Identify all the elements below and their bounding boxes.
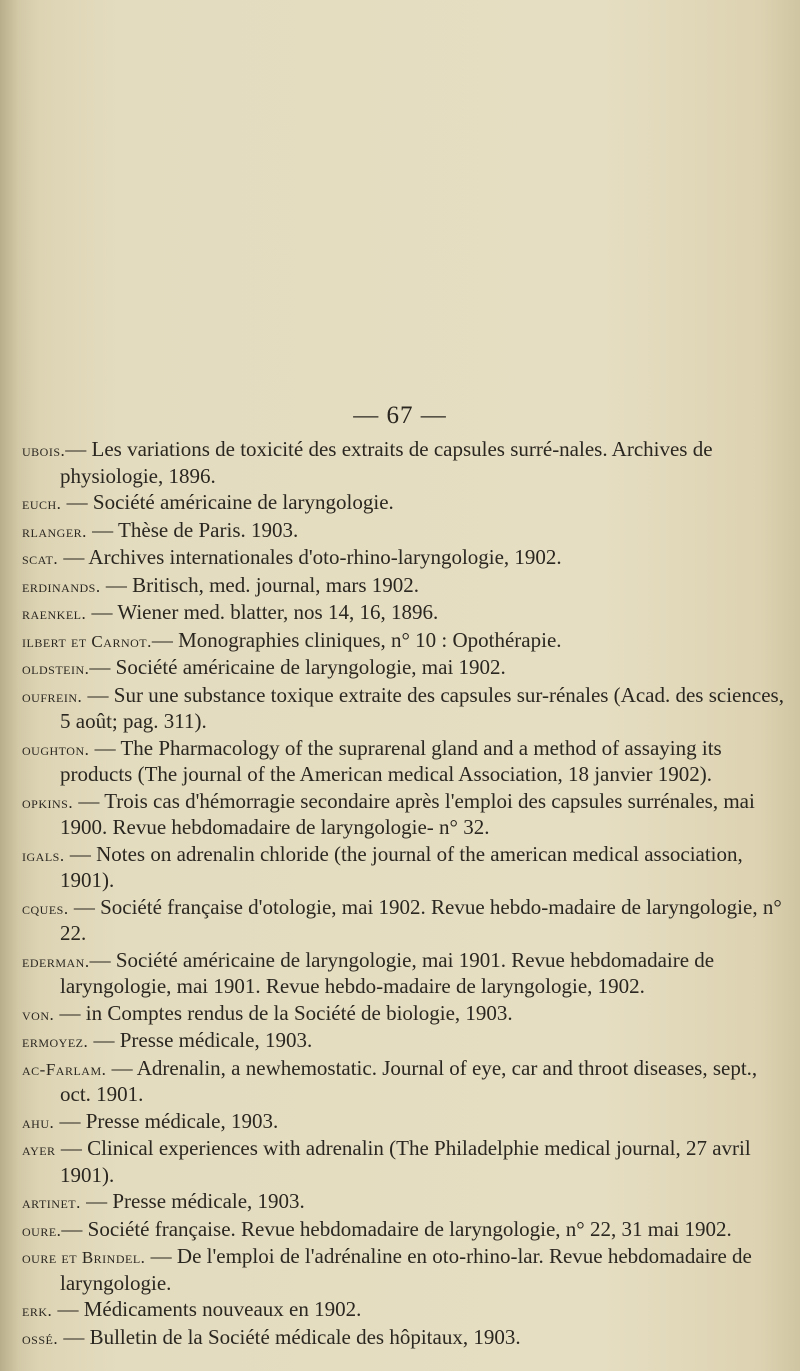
entry-author: ac-Farlam. bbox=[22, 1059, 107, 1079]
bibliography-entry bbox=[22, 1028, 792, 1055]
page-binding-shadow bbox=[0, 0, 18, 1371]
bibliography-entry bbox=[22, 655, 792, 682]
bibliography-entry bbox=[22, 1136, 792, 1188]
bibliography-entry bbox=[22, 628, 792, 655]
entry-text: — Clinical experiences with adrenalin (The Philadelphie medical journal, 27 avril 1901). bbox=[60, 1136, 751, 1187]
bibliography-entry bbox=[22, 1325, 792, 1352]
entry-author: ahu. bbox=[22, 1112, 55, 1132]
page-number: — 67 — bbox=[353, 402, 447, 429]
entry-author: euch. bbox=[22, 494, 62, 513]
bibliography-entry bbox=[22, 600, 792, 627]
entry-text: — Médicaments nouveaux en 1902. bbox=[57, 1297, 362, 1321]
entry-text: — Société américaine de laryngologie, mai 1901. Revue hebdomadaire de laryngologie, mai 1901. Revue hebdo-madaire de laryngologie, 1902. bbox=[60, 947, 715, 998]
bibliography-entry bbox=[22, 1189, 792, 1216]
entry-text: — Thèse de Paris. 1903. bbox=[92, 517, 299, 542]
entry-text: — Monographies cliniques, n° 10 : Opothérapie. bbox=[151, 627, 562, 652]
entry-text: — in Comptes rendus de la Société de biologie, 1903. bbox=[59, 1000, 513, 1025]
entry-author: oure et Brindel. bbox=[22, 1248, 146, 1267]
entry-author: von. bbox=[22, 1004, 55, 1024]
entry-author: igals. bbox=[22, 845, 65, 865]
entry-text: — Presse médicale, 1903. bbox=[59, 1108, 279, 1133]
entry-text: — Archives internationales d'oto-rhino-laryngologie, 1902. bbox=[63, 545, 562, 569]
entry-author: oughton. bbox=[22, 739, 90, 759]
entry-author: ossé. bbox=[22, 1328, 59, 1348]
entry-author: cques. bbox=[22, 898, 69, 918]
bibliography-entry bbox=[22, 1001, 792, 1028]
bibliography-entry bbox=[22, 1217, 792, 1244]
bibliography-entry bbox=[22, 545, 792, 572]
bibliography-entry bbox=[22, 1244, 792, 1296]
entry-text: — Les variations de toxicité des extraits de capsules surré-nales. Archives de physiologie, 1896. bbox=[60, 437, 713, 488]
bibliography-entry bbox=[22, 736, 792, 788]
bibliography-entry bbox=[22, 1297, 792, 1324]
entry-author: ermoyez. bbox=[22, 1032, 89, 1051]
bibliography-list bbox=[22, 437, 792, 1352]
bibliography-entry bbox=[22, 437, 792, 489]
entry-author: oufrein. bbox=[22, 686, 83, 706]
entry-author: oure. bbox=[22, 1220, 62, 1240]
entry-author: rlanger. bbox=[22, 521, 87, 541]
entry-author: artinet. bbox=[22, 1193, 81, 1212]
entry-text: — Presse médicale, 1903. bbox=[93, 1028, 313, 1052]
entry-text: — De l'emploi de l'adrénaline en oto-rhino-lar. Revue hebdomadaire de laryngologie. bbox=[60, 1244, 752, 1295]
entry-text: — Société américaine de laryngologie. bbox=[66, 490, 394, 514]
entry-author: oldstein. bbox=[22, 659, 90, 678]
entry-text: — Notes on adrenalin chloride (the journal of the american medical association, 1901). bbox=[60, 841, 743, 892]
entry-author: scat. bbox=[22, 549, 59, 568]
entry-author: ilbert et Carnot. bbox=[22, 631, 152, 651]
entry-author: ubois. bbox=[22, 441, 66, 460]
bibliography-entry bbox=[22, 573, 792, 600]
entry-author: erdinands. bbox=[22, 576, 101, 596]
bibliography-entry bbox=[22, 842, 792, 894]
entry-text: — Sur une substance toxique extraite des capsules sur-rénales (Acad. des sciences, 5 août; pag. 311). bbox=[60, 682, 784, 733]
entry-text: — Bulletin de la Société médicale des hôpitaux, 1903. bbox=[63, 1324, 521, 1349]
entry-author: ayer bbox=[22, 1140, 56, 1159]
entry-author: opkins. bbox=[22, 792, 74, 812]
bibliography-entry bbox=[22, 490, 792, 517]
entry-text: — The Pharmacology of the suprarenal gland and a method of assaying its products (The journal of the American medical Association, 18 janvier 1902). bbox=[60, 735, 722, 786]
bibliography-entry bbox=[22, 683, 792, 735]
entry-text: — Wiener med. blatter, nos 14, 16, 1896. bbox=[91, 600, 439, 624]
entry-author: erk. bbox=[22, 1301, 53, 1320]
entry-text: — Adrenalin, a newhemostatic. Journal of eye, car and throot diseases, sept., oct. 1901. bbox=[60, 1055, 758, 1106]
bibliography-entry bbox=[22, 789, 792, 841]
entry-text: — Britisch, med. journal, mars 1902. bbox=[105, 572, 420, 597]
bibliography-entry bbox=[22, 948, 792, 1000]
bibliography-entry bbox=[22, 518, 792, 545]
entry-text: — Société américaine de laryngologie, mai 1902. bbox=[89, 655, 506, 679]
entry-author: raenkel. bbox=[22, 604, 87, 623]
entry-text: — Trois cas d'hémorragie secondaire après l'emploi des capsules surrénales, mai 1900. Revue hebdomadaire de laryngologie- n° 32. bbox=[60, 788, 755, 839]
bibliography-entry bbox=[22, 1056, 792, 1108]
entry-text: — Société française. Revue hebdomadaire de laryngologie, n° 22, 31 mai 1902. bbox=[61, 1216, 732, 1241]
bibliography-entry bbox=[22, 1109, 792, 1136]
entry-author: ederman. bbox=[22, 951, 90, 971]
bibliography-entry bbox=[22, 895, 792, 947]
entry-text: — Société française d'otologie, mai 1902. Revue hebdo-madaire de laryngologie, n° 22. bbox=[60, 894, 782, 945]
entry-text: — Presse médicale, 1903. bbox=[86, 1189, 305, 1213]
